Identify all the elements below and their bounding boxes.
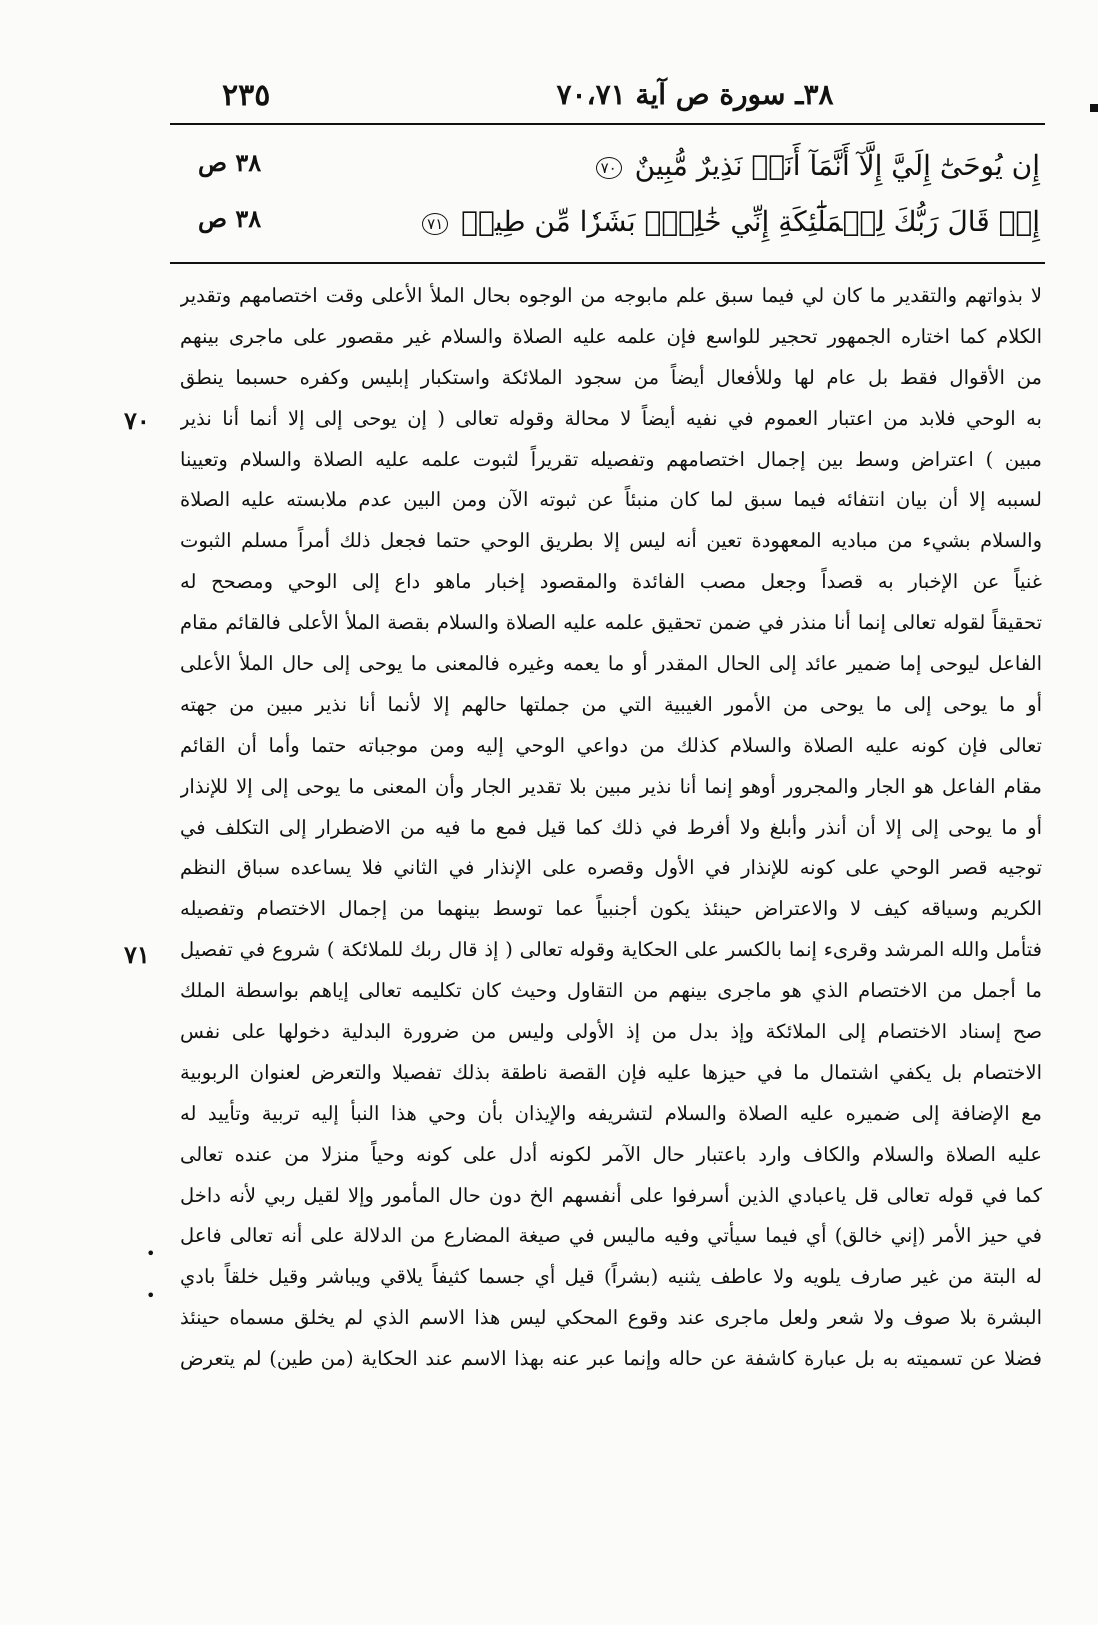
commentary-line: له البتة من غير صارف يلويه ولا عاطف يثنيه (بشراً) قيل أي جسما كثيفاً يلاقي ويباشر وقيل خلقاً بادي	[180, 1265, 1042, 1289]
commentary-line: صح إسناد الاختصام إلى الملائكة وإذ بدل من إذ الأولى وليس من ضرورة البدلية دخولها على نفس	[180, 1020, 1042, 1044]
verse-text-70: إِن يُوحَىٰٓ إِلَيَّ إِلَّآ أَنَّمَآ أَنَا۠ نَذِيرٌ مُّبِينٌ	[634, 149, 1040, 182]
header-rule	[170, 123, 1045, 125]
commentary-line: غنياً عن الإخبار به قصداً وجعل مصب الفائدة والمقصود إخبار ماهو داع إلى الوحي ومصحح له	[180, 570, 1042, 594]
verse-text	[596, 144, 1040, 188]
commentary-line: فضلا عن تسميته به بل عبارة كاشفة عن حاله وإنما عبر عنه بهذا الاسم عند الحكاية (من طين) لم يتعرض	[180, 1347, 1042, 1371]
commentary-line: ما أجمل من الاختصام الذي هو ماجرى بينهم من التقاول وحيث كان تكليمه تعالى إياهم بواسطة الملك	[180, 979, 1042, 1003]
commentary-line: الفاعل ليوحى إما ضمير عائد إلى الحال المقدر أو ما يعمه وغيره فالمعنى ما يوحى إلى حال الملأ الأعلى	[180, 652, 1042, 676]
commentary-line: مقام الفاعل هو الجار والمجرور أوهو إنما أنا نذير مبين بلا تقدير الجار وأن المعنى ما يوحى إلى إلا للإنذار	[180, 774, 1042, 798]
commentary-text	[180, 276, 1042, 1380]
commentary-line: من الأقوال فقط بل عام لها وللأفعال أيضاً من سجود الملائكة واستكبار إبليس وكفره حسبما ينطق	[180, 365, 1042, 389]
verse-number-71: ٧١	[422, 213, 448, 235]
commentary-line: لسببه إلا أن بيان انتفائه فيما سبق لما كان منبئاً عن ثبوته الآن ومن البين عدم ملابسته عليه الصلاة	[180, 488, 1042, 512]
commentary-line: توجيه قصر الوحي على كونه للإنذار في الأول وقصره على الإنذار في الثاني فلا يساعده سباق النظم	[180, 856, 1042, 880]
page-edge-mark	[1090, 104, 1098, 112]
margin-bullet: •	[146, 1286, 156, 1305]
commentary-line: في حيز الأمر (إني خالق) أي فيما سيأتي وفيه ماليس في صيغة المضارع من الدلالة على أنه تعالى فاعل	[180, 1224, 1042, 1248]
page-number: ٢٣٥	[222, 78, 271, 113]
commentary-line: الاختصام بل يكفي اشتمال ما في حيزها عليه فإن القصة ناطقة بذلك تفصيلا والتعرض لعنوان الربوبية	[180, 1060, 1042, 1084]
commentary-line: مع الإضافة إلى ضميره عليه الصلاة والسلام لتشريفه والإيذان بأن وحي هذا النبأ إليه تربية وتأييد له	[180, 1101, 1042, 1125]
commentary-line: به الوحي فلابد من اعتبار العموم في نفيه أيضاً لا محالة وقوله تعالى ( إن يوحى إلى إلا أنما أنا نذير	[180, 406, 1042, 430]
verse-row-71	[180, 200, 1040, 248]
commentary-line: الكريم وسياقه كيف لا والاعتراض حينئذ يكون أجنبياً عما توسط بينهما من إجمال الاختصام وتفصيله	[180, 897, 1042, 921]
commentary-line: فتأمل والله المرشد وقرىء إنما بالكسر على الحكاية وقوله تعالى ( إذ قال ربك للملائكة ) شروع في تفصيل	[180, 938, 1042, 962]
verse-number-70: ٧٠	[596, 157, 622, 179]
commentary-line: البشرة بلا صوف ولا شعر ولعل ماجرى عند وقوع المحكي ليس هذا الاسم الذي لم يخلق مسماه حينئذ	[180, 1306, 1042, 1330]
verse-row-70	[180, 144, 1040, 192]
verse-reference-71: ٣٨ ص	[198, 204, 262, 233]
commentary-line: أو ما يوحى إلى ما يوحى من الأمور الغيبية التي من جملتها حالهم إلا لأنما أنا نذير مبين من جهته	[180, 692, 1042, 716]
commentary-line: لا بذواتهم والتقدير ما كان لي فيما سبق علم مابوجه من الوجوه بحال الملأ الأعلى وقت اختصامهم وتقدير	[180, 284, 1042, 307]
commentary-line: الكلام كما اختاره الجمهور تحجير للواسع فإن علمه عليه الصلاة والسلام غير مقصور على ماجرى بينهم	[180, 324, 1042, 348]
commentary-line: تعالى فإن كونه عليه الصلاة والسلام كذلك من دواعي الوحي إليه ومن موجباته حتما وأما أن القائم	[180, 733, 1042, 757]
margin-bullet: •	[146, 1244, 156, 1263]
page-header	[160, 78, 1050, 118]
commentary-line: أو ما يوحى إلى إلا أن أنذر وأبلغ ولا أفرط في ذلك كما قيل فمع ما فيه من الاضطرار إلى التكلف في	[180, 815, 1042, 839]
margin-verse-number-70: ٧٠	[124, 406, 150, 435]
commentary-line: عليه الصلاة والسلام والكاف وارد باعتبار حال الآمر لكونه أدل على كونه وحياً منزلا من عنده تعالى	[180, 1142, 1042, 1166]
verse-reference-70: ٣٨ ص	[198, 148, 262, 177]
running-title: ٣٨ـ سورة ص آية ٧٠،٧١	[556, 78, 834, 111]
commentary-line: والسلام بشيء من مباديه المعهودة تعين أنه ليس إلا بطريق الوحي حتما فجعل ذلك أمراً مسلم الثبوت	[180, 529, 1042, 553]
verse-text	[422, 200, 1040, 244]
commentary-line: مبين ) اعتراض وسط بين إجمال اختصامهم وتفصيله تقريراً لثبوت علمه عليه الصلاة والسلام وتعيينا	[180, 447, 1042, 471]
verse-text-71: إِذۡ قَالَ رَبُّكَ لِلۡمَلَٰٓئِكَةِ إِنِّي خَٰلِقُۢ بَشَرٗا مِّن طِينٖ	[461, 205, 1040, 238]
commentary-line: كما في قوله تعالى قل ياعبادي الذين أسرفوا على أنفسهم الخ دون حال المأمور وإلا لقيل ربي لأنه داخل	[180, 1183, 1042, 1207]
margin-verse-number-71: ٧١	[124, 940, 150, 969]
verses-divider	[170, 262, 1045, 264]
commentary-line: تحقيقاً لقوله تعالى إنما أنا منذر في ضمن تحقيق علمه عليه الصلاة والسلام بقصة الملأ الأعلى فالقائم مقام	[180, 611, 1042, 635]
